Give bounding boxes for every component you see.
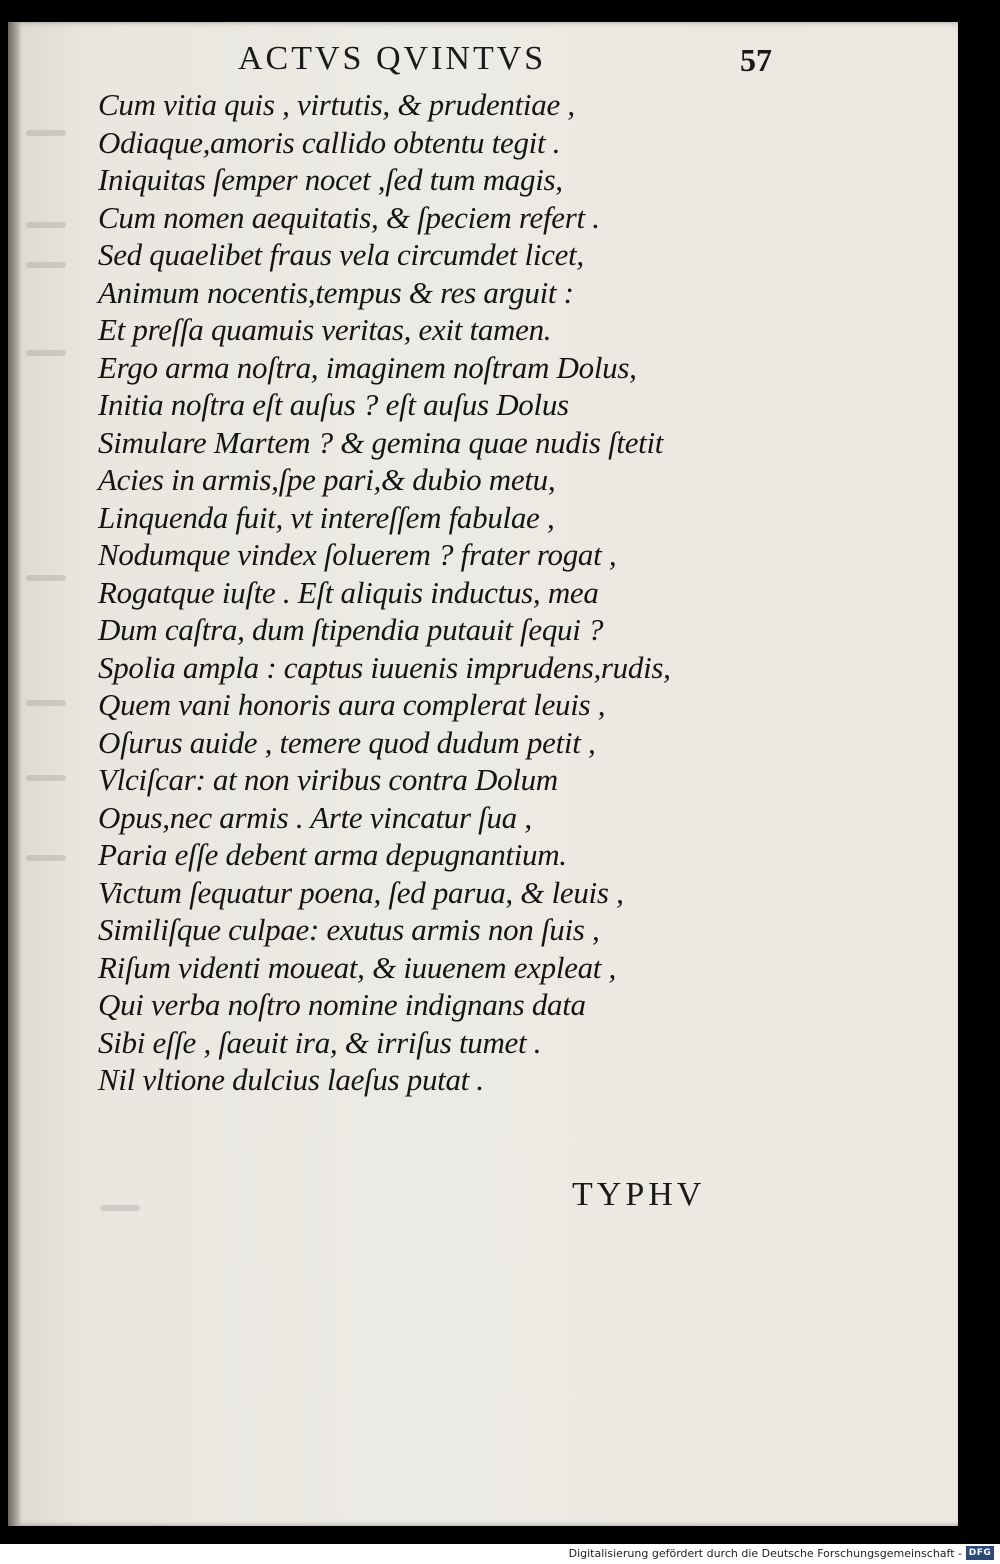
verse-line: Nil vltione dulcius laeſus putat . <box>98 1062 484 1097</box>
verse-line: Rogatque iuſte . Eſt aliquis inductus, mea <box>98 574 599 610</box>
catchword: TYPHV <box>572 1176 706 1213</box>
verse-line: Spolia ampla : captus iuuenis imprudens,rudis, <box>98 649 671 685</box>
verse-line: Opus,nec armis . Arte vincatur ſua , <box>98 799 532 835</box>
verse-line: Cum nomen aequitatis, & ſpeciem refert . <box>98 199 600 235</box>
verse-line: Vlciſcar: at non viribus contra Dolum <box>98 762 558 797</box>
verse-line: Qui verba noſtro nomine indignans data <box>98 987 586 1022</box>
verse-line: Cum vitia quis , virtutis, & prudentiae , <box>98 87 575 122</box>
verse-line: Odiaque,amoris callido obtentu tegit . <box>98 124 561 160</box>
verse-text <box>98 86 778 1099</box>
verse-line: Oſurus auide , temere quod dudum petit , <box>98 724 596 760</box>
verse-line: Initia noſtra eſt auſus ? eſt auſus Dolus <box>98 387 569 422</box>
verse-line: Nodumque vindex ſoluerem ? frater rogat , <box>98 537 617 572</box>
show-through-mark <box>26 350 66 356</box>
verse-line: Ergo arma noſtra, imaginem noſtram Dolus, <box>98 349 637 385</box>
verse-line: Dum caſtra, dum ſtipendia putauit ſequi ? <box>98 612 604 647</box>
show-through-mark <box>100 1205 140 1211</box>
verse-line: Acies in armis,ſpe pari,& dubio metu, <box>98 462 556 497</box>
page-binding-edge <box>8 22 22 1526</box>
show-through-mark <box>26 222 66 228</box>
digitization-credit: Digitalisierung gefördert durch die Deutsche Forschungsgemeinschaft - <box>568 1547 962 1560</box>
dfg-logo-icon: DFG <box>966 1546 994 1560</box>
verse-line: Similiſque culpae: exutus armis non ſuis , <box>98 912 600 947</box>
show-through-mark <box>26 575 66 581</box>
verse-line: Riſum videnti moueat, & iuuenem expleat , <box>98 949 617 985</box>
show-through-mark <box>26 855 66 861</box>
running-head: ACTVS QVINTVS <box>238 40 547 77</box>
show-through-mark <box>26 262 66 268</box>
verse-line: Simulare Martem ? & gemina quae nudis ſtetit <box>98 424 664 460</box>
verse-line: Et preſſa quamuis veritas, exit tamen. <box>98 312 552 347</box>
show-through-mark <box>26 700 66 706</box>
verse-line: Iniquitas ſemper nocet ,ſed tum magis, <box>98 162 563 197</box>
verse-line: Victum ſequatur poena, ſed parua, & leuis , <box>98 874 624 910</box>
verse-line: Linquenda fuit, vt intereſſem fabulae , <box>98 499 555 535</box>
verse-line: Sibi eſſe , ſaeuit ira, & irriſus tumet . <box>98 1024 542 1060</box>
page-number: 57 <box>740 42 772 78</box>
verse-line: Quem vani honoris aura complerat leuis , <box>98 687 606 722</box>
show-through-mark <box>26 775 66 781</box>
show-through-mark <box>26 130 66 136</box>
verse-line: Sed quaelibet fraus vela circumdet licet, <box>98 237 584 272</box>
verse-line: Animum nocentis,tempus & res arguit : <box>98 274 574 310</box>
verse-line: Paria eſſe debent arma depugnantium. <box>98 837 567 872</box>
